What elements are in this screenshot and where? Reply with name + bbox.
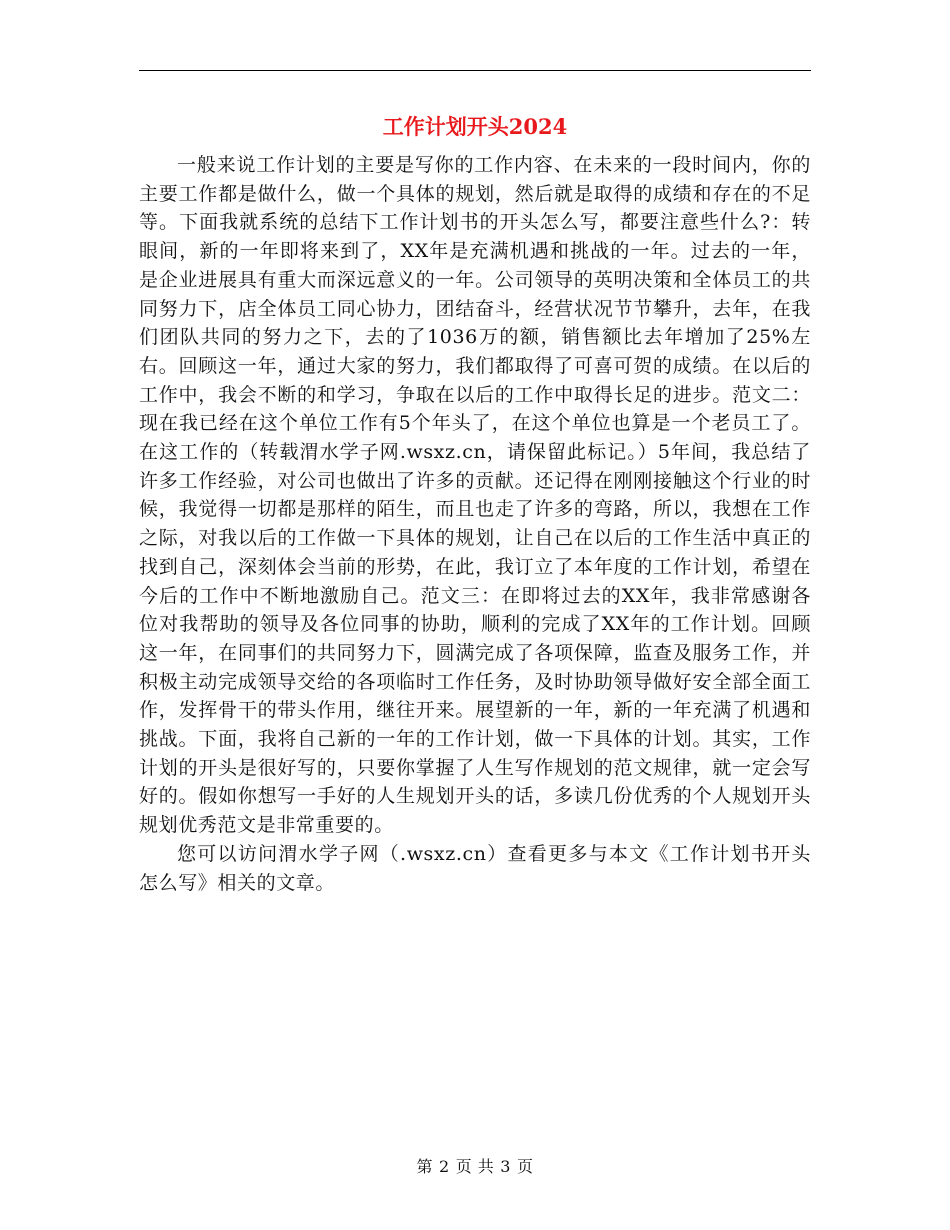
header-rule: [139, 70, 811, 71]
body-paragraph-1: 一般来说工作计划的主要是写你的工作内容、在未来的一段时间内，你的主要工作都是做什么，做一个具体的规划，然后就是取得的成绩和存在的不足等。下面我就系统的总结下工作计划书的开头怎么写，都要注意些什么?：转眼间，新的一年即将来到了，XX年是充满机遇和挑战的一年。过去的一年，是企业进展具有重大而深远意义的一年。公司领导的英明决策和全体员工的共同努力下，店全体员工同心协力，团结奋斗，经营状况节节攀升，去年，在我们团队共同的努力之下，去的了1036万的额，销售额比去年增加了25%左右。回顾这一年，通过大家的努力，我们都取得了可喜可贺的成绩。在以后的工作中，我会不断的和学习，争取在以后的工作中取得长足的进步。范文二：现在我已经在这个单位工作有5个年头了，在这个单位也算是一个老员工了。在这工作的（转载渭水学子网.wsxz.cn，请保留此标记。）5年间，我总结了许多工作经验，对公司也做出了许多的贡献。还记得在刚刚接触这个行业的时候，我觉得一切都是那样的陌生，而且也走了许多的弯路，所以，我想在工作之际，对我以后的工作做一下具体的规划，让自己在以后的工作生活中真正的找到自己，深刻体会当前的形势，在此，我订立了本年度的工作计划，希望在今后的工作中不断地激励自己。范文三：在即将过去的XX年，我非常感谢各位对我帮助的领导及各位同事的协助，顺利的完成了XX年的工作计划。回顾这一年，在同事们的共同努力下，圆满完成了各项保障，监查及服务工作，并积极主动完成领导交给的各项临时工作任务，及时协助领导做好安全部全面工作，发挥骨干的带头作用，继往开来。展望新的一年，新的一年充满了机遇和挑战。下面，我将自己新的一年的工作计划，做一下具体的计划。其实，工作计划的开头是很好写的，只要你掌握了人生写作规划的范文规律，就一定会写好的。假如你想写一手好的人生规划开头的话，多读几份优秀的个人规划开头规划优秀范文是非常重要的。: [139, 154, 811, 837]
body-paragraph-2: 您可以访问渭水学子网（.wsxz.cn）查看更多与本文《工作计划书开头怎么写》相关的文章。: [139, 842, 811, 894]
footer-page-number: 2: [439, 1157, 450, 1176]
footer-middle: 页 共: [455, 1157, 495, 1176]
document-title: 工作计划开头2024: [382, 114, 568, 139]
footer-total-pages: 3: [500, 1157, 511, 1176]
footer-prefix: 第: [416, 1157, 434, 1176]
page-footer: [0, 1154, 950, 1177]
footer-suffix: 页: [516, 1157, 534, 1176]
document-body: [139, 151, 811, 897]
